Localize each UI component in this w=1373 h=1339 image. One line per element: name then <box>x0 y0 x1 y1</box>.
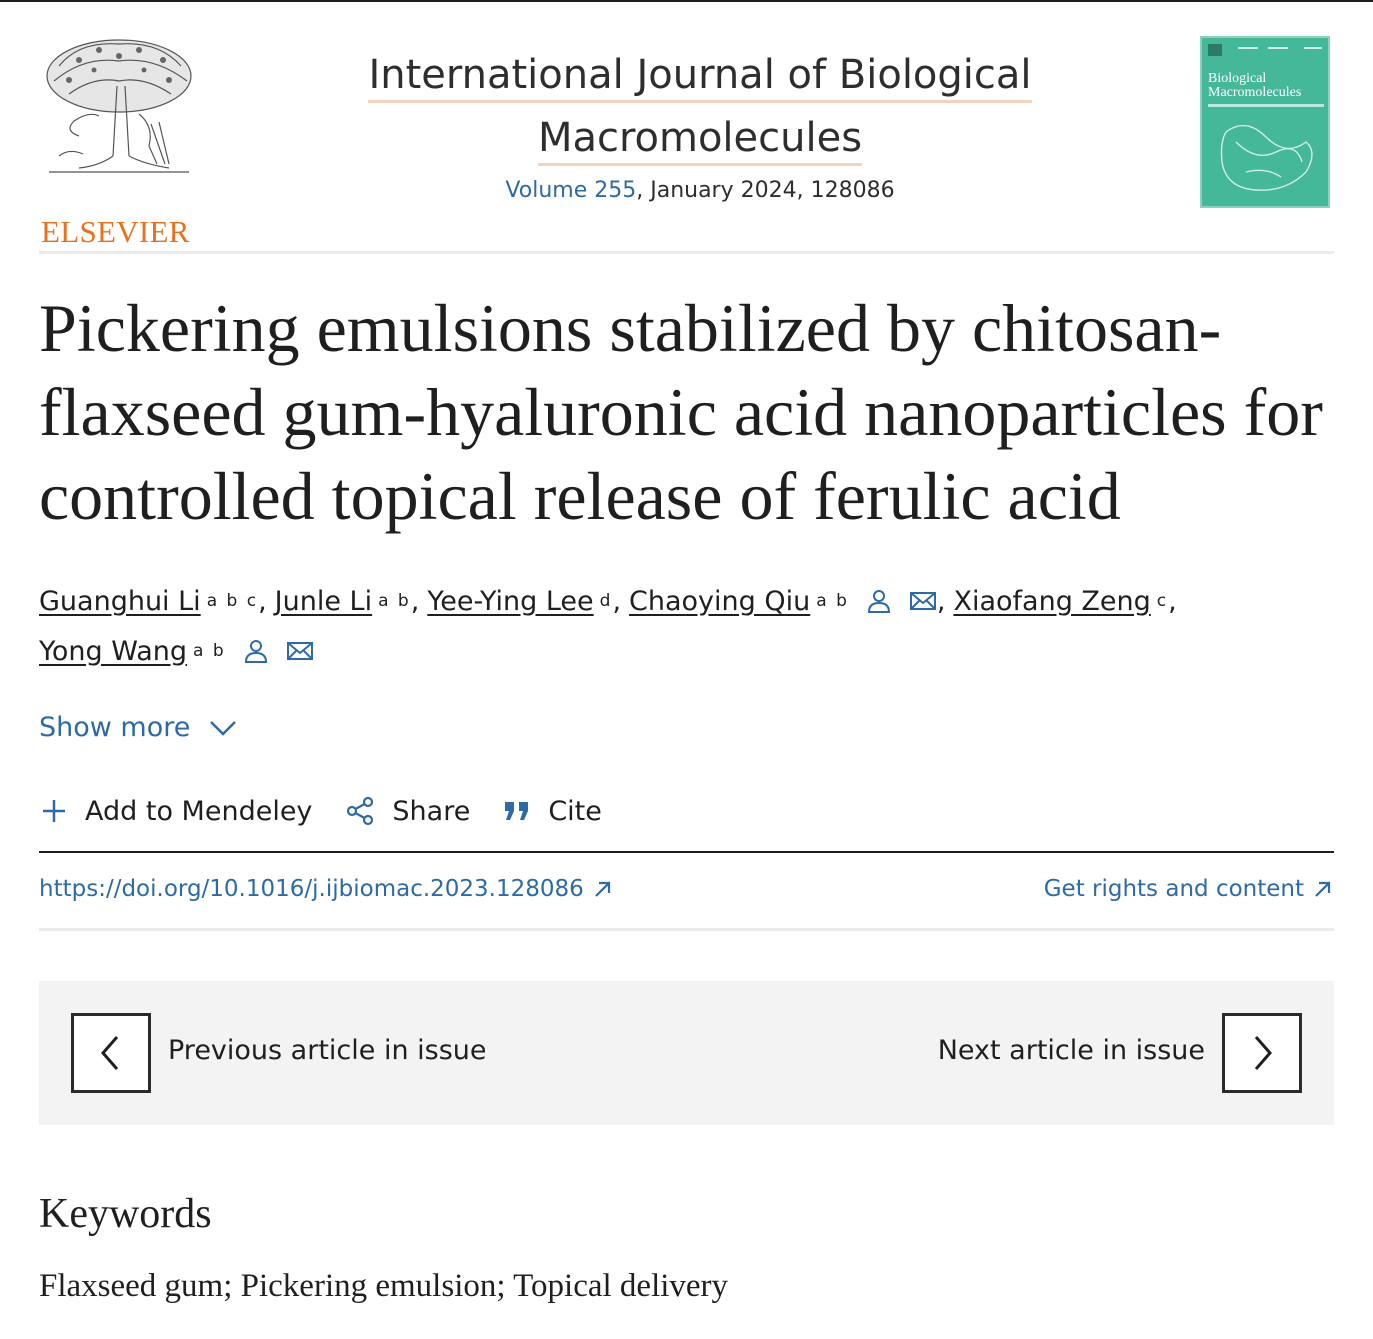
rights-text: Get rights and content <box>1043 876 1304 902</box>
author-link[interactable]: Yee-Ying Lee <box>427 585 594 617</box>
person-icon[interactable] <box>865 587 893 615</box>
chevron-down-icon <box>208 718 238 738</box>
actions-divider <box>39 851 1334 853</box>
mail-icon[interactable] <box>909 587 937 615</box>
top-rule <box>0 0 1373 2</box>
author-link[interactable]: Chaoying Qiu <box>629 585 811 617</box>
author-line-1: Guanghui Li a b c , Junle Li a b , Yee-Ying Lee d , Chaoying Qiu a b , Xiaofang Zeng c , <box>39 585 1177 617</box>
share-icon <box>344 795 376 827</box>
doi-link[interactable] <box>39 876 614 902</box>
journal-title-link[interactable]: International Journal of Biological <box>368 52 1031 103</box>
journal-title-link-line2[interactable]: Macromolecules <box>538 115 862 166</box>
author-line-2 <box>39 626 1339 676</box>
doi-text: https://doi.org/10.1016/j.ijbiomac.2023.128086 <box>39 876 584 902</box>
plus-icon <box>39 796 69 826</box>
cite-label: Cite <box>548 795 602 827</box>
author-link[interactable]: Junle Li <box>274 585 373 617</box>
person-icon[interactable] <box>242 637 270 665</box>
previous-article-link[interactable]: Previous article in issue <box>168 1035 487 1066</box>
external-link-icon <box>592 878 614 900</box>
previous-article-button[interactable] <box>71 1013 151 1093</box>
author-list <box>39 576 1339 676</box>
cover-title: Biological Macromolecules <box>1208 71 1302 100</box>
author-affiliation: a b <box>816 591 849 611</box>
cover-artwork <box>1206 112 1326 202</box>
external-link-icon <box>1312 878 1334 900</box>
author-link[interactable]: Xiaofang Zeng <box>953 585 1151 617</box>
author-affiliation: a b <box>193 641 226 661</box>
keywords-list: Flaxseed gum; Pickering emulsion; Topical delivery <box>39 1268 729 1304</box>
cover-header-strip <box>1208 44 1324 56</box>
next-article-link[interactable]: Next article in issue <box>937 1035 1205 1066</box>
mail-icon[interactable] <box>286 637 314 665</box>
quote-icon <box>502 796 532 826</box>
author-affiliation: a b c <box>206 591 259 611</box>
article-actions <box>39 795 634 827</box>
issue-info <box>300 178 1100 203</box>
journal-cover-image[interactable] <box>1200 36 1330 208</box>
share-button[interactable] <box>344 795 470 827</box>
keywords-heading: Keywords <box>39 1191 212 1237</box>
journal-header <box>300 52 1100 203</box>
author-link[interactable]: Guanghui Li <box>39 585 201 617</box>
header-divider <box>39 251 1334 254</box>
volume-link[interactable]: Volume 255 <box>505 178 637 203</box>
doi-divider <box>39 928 1334 931</box>
share-label: Share <box>392 795 471 827</box>
author-link[interactable]: Yong Wang <box>39 635 188 667</box>
show-more-label: Show more <box>39 712 191 743</box>
elsevier-logo[interactable] <box>39 36 199 249</box>
get-rights-link[interactable] <box>1044 876 1334 902</box>
elsevier-wordmark: ELSEVIER <box>41 214 190 249</box>
add-to-mendeley-button[interactable] <box>39 796 312 827</box>
chevron-left-icon <box>96 1033 126 1073</box>
chevron-right-icon <box>1247 1033 1277 1073</box>
tree-logo-icon <box>39 36 199 182</box>
next-article-button[interactable] <box>1222 1013 1302 1093</box>
article-title: Pickering emulsions stabilized by chitosan-flaxseed gum-hyaluronic acid nanoparticles for controlled topical release of ferulic acid <box>39 290 1323 534</box>
mendeley-label: Add to Mendeley <box>85 795 313 827</box>
author-affiliation: d <box>599 591 613 611</box>
show-more-button[interactable] <box>39 712 238 743</box>
author-affiliation: a b <box>378 591 411 611</box>
author-affiliation: c <box>1156 591 1169 611</box>
issue-navigation <box>39 981 1334 1125</box>
cover-subtitle-rule <box>1208 104 1324 107</box>
issue-details: , January 2024, 128086 <box>636 178 895 203</box>
cite-button[interactable] <box>502 796 602 827</box>
